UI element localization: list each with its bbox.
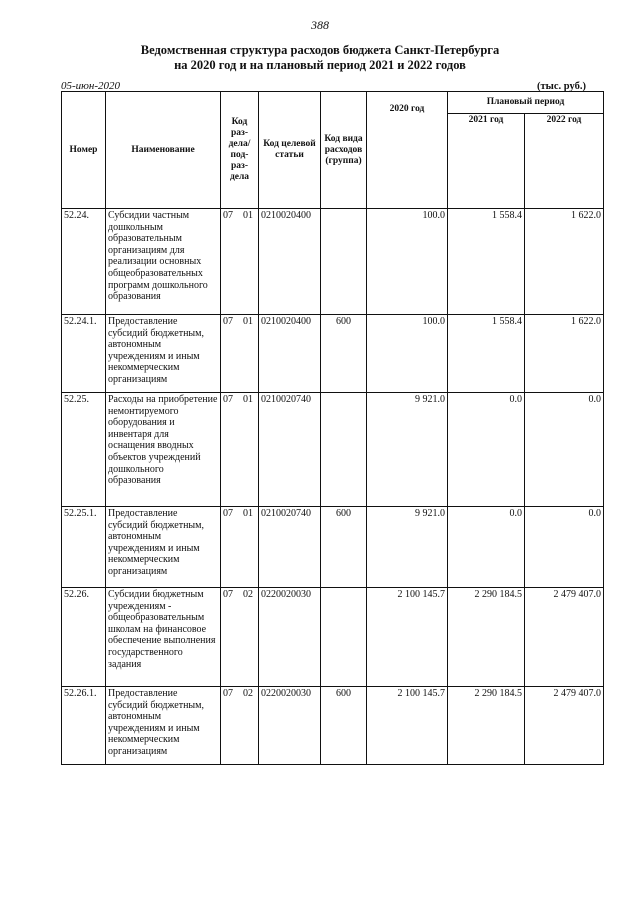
section-code: 07 bbox=[223, 394, 233, 405]
row-value-2021: 1 558.4 bbox=[448, 209, 525, 315]
row-value-2020: 9 921.0 bbox=[367, 507, 448, 588]
page-number: 388 bbox=[311, 18, 329, 32]
row-number: 52.25.1. bbox=[62, 507, 106, 588]
row-value-2022: 1 622.0 bbox=[525, 315, 604, 393]
row-value-2020: 2 100 145.7 bbox=[367, 588, 448, 687]
row-value-2021: 0.0 bbox=[448, 393, 525, 507]
row-value-2022: 2 479 407.0 bbox=[525, 588, 604, 687]
row-number: 52.24. bbox=[62, 209, 106, 315]
header-number: Номер bbox=[62, 92, 106, 209]
row-value-2022: 0.0 bbox=[525, 393, 604, 507]
document-date: 05-июн-2020 bbox=[61, 80, 121, 92]
row-value-2021: 2 290 184.5 bbox=[448, 687, 525, 765]
row-number: 52.25. bbox=[62, 393, 106, 507]
row-number: 52.24.1. bbox=[62, 315, 106, 393]
document-title bbox=[0, 43, 640, 73]
subsection-code: 01 bbox=[243, 508, 253, 519]
title-line-1: Ведомственная структура расходов бюджета Санкт-Петербурга bbox=[140, 43, 500, 57]
header-2020: 2020 год bbox=[367, 92, 448, 209]
subsection-code: 02 bbox=[243, 688, 253, 699]
row-name: Предоставление субсидий бюджетным, автономным учреждениям и иным некоммерческим организациям bbox=[106, 507, 221, 588]
row-name: Расходы на приобретение немонтируемого оборудования и инвентаря для оснащения вводных объектов учреждений дошкольного образования bbox=[106, 393, 221, 507]
header-section: Код раз- дела/ под- раз- дела bbox=[221, 92, 259, 209]
table-body bbox=[62, 209, 604, 765]
table-row bbox=[62, 687, 604, 765]
row-value-2021: 2 290 184.5 bbox=[448, 588, 525, 687]
row-name: Предоставление субсидий бюджетным, автономным учреждениям и иным некоммерческим организациям bbox=[106, 687, 221, 765]
row-value-2021: 1 558.4 bbox=[448, 315, 525, 393]
row-target-code: 0210020740 bbox=[259, 393, 321, 507]
row-name: Субсидии частным дошкольным образовательным организациям для реализации основных общеобразовательных программ дошкольного образования bbox=[106, 209, 221, 315]
subsection-code: 01 bbox=[243, 394, 253, 405]
row-expense-type: 600 bbox=[321, 315, 367, 393]
table-row bbox=[62, 209, 604, 315]
row-section-code bbox=[221, 315, 259, 393]
header-2022: 2022 год bbox=[525, 114, 604, 209]
subsection-code: 02 bbox=[243, 589, 253, 600]
row-expense-type bbox=[321, 588, 367, 687]
table-row bbox=[62, 315, 604, 393]
row-expense-type bbox=[321, 209, 367, 315]
row-expense-type: 600 bbox=[321, 687, 367, 765]
section-code: 07 bbox=[223, 688, 233, 699]
table-row bbox=[62, 588, 604, 687]
row-expense-type bbox=[321, 393, 367, 507]
row-section-code bbox=[221, 588, 259, 687]
row-target-code: 0210020740 bbox=[259, 507, 321, 588]
row-target-code: 0210020400 bbox=[259, 315, 321, 393]
row-value-2020: 100.0 bbox=[367, 209, 448, 315]
table-header bbox=[62, 92, 604, 209]
subsection-code: 01 bbox=[243, 316, 253, 327]
row-name: Предоставление субсидий бюджетным, автономным учреждениям и иным некоммерческим организациям bbox=[106, 315, 221, 393]
header-2021: 2021 год bbox=[448, 114, 525, 209]
row-number: 52.26. bbox=[62, 588, 106, 687]
row-value-2020: 2 100 145.7 bbox=[367, 687, 448, 765]
row-value-2021: 0.0 bbox=[448, 507, 525, 588]
row-section-code bbox=[221, 507, 259, 588]
section-code: 07 bbox=[223, 589, 233, 600]
section-code: 07 bbox=[223, 316, 233, 327]
row-section-code bbox=[221, 209, 259, 315]
section-code: 07 bbox=[223, 508, 233, 519]
section-code: 07 bbox=[223, 210, 233, 221]
table-row bbox=[62, 393, 604, 507]
row-target-code: 0220020030 bbox=[259, 588, 321, 687]
row-value-2020: 9 921.0 bbox=[367, 393, 448, 507]
budget-table bbox=[61, 91, 604, 765]
title-line-2: на 2020 год и на плановый период 2021 и 2022 годов bbox=[174, 58, 466, 72]
row-section-code bbox=[221, 687, 259, 765]
row-expense-type: 600 bbox=[321, 507, 367, 588]
row-value-2022: 1 622.0 bbox=[525, 209, 604, 315]
header-target: Код целевой статьи bbox=[259, 92, 321, 209]
row-target-code: 0210020400 bbox=[259, 209, 321, 315]
row-name: Субсидии бюджетным учреждениям - общеобразовательным школам на финансовое обеспечение выполнения государственного задания bbox=[106, 588, 221, 687]
header-expense-type: Код вида расходов (группа) bbox=[321, 92, 367, 209]
units-label: (тыс. руб.) bbox=[537, 81, 586, 92]
header-name: Наименование bbox=[106, 92, 221, 209]
row-value-2020: 100.0 bbox=[367, 315, 448, 393]
row-number: 52.26.1. bbox=[62, 687, 106, 765]
row-section-code bbox=[221, 393, 259, 507]
table-row bbox=[62, 507, 604, 588]
header-planned-period: Плановый период bbox=[448, 92, 604, 114]
row-target-code: 0220020030 bbox=[259, 687, 321, 765]
row-value-2022: 0.0 bbox=[525, 507, 604, 588]
subsection-code: 01 bbox=[243, 210, 253, 221]
row-value-2022: 2 479 407.0 bbox=[525, 687, 604, 765]
